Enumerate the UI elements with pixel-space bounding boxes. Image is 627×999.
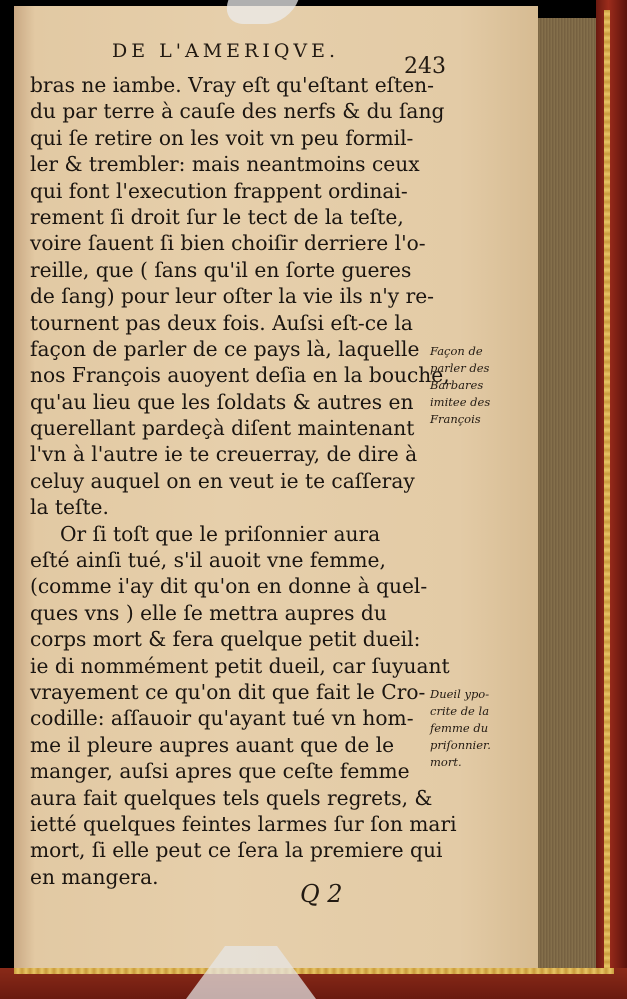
margin-note-line: parler des (430, 361, 490, 375)
book-cover-right (596, 0, 627, 999)
text-line: reille, que ( ſans qu'il en ſorte gueres (30, 257, 412, 282)
text-line: me il pleure aupres auant que de le (30, 732, 395, 757)
text-line: voire ſauent ſi bien choiſir derriere l'o- (30, 231, 426, 256)
text-line: tournent pas deux fois. Auſsi eſt-ce la (30, 310, 413, 335)
margin-note-line: mort. (430, 755, 462, 769)
text-line: ie di nommément petit dueil, car ſuyuant (30, 653, 450, 678)
text-line: corps mort & fera quelque petit dueil: (30, 627, 421, 652)
text-line: (comme i'ay dit qu'on en donne à quel- (30, 574, 428, 599)
text-line: ques vns ) elle ſe mettra aupres du (30, 600, 387, 625)
margin-note-line: femme du (430, 721, 489, 735)
text-line: ler & trembler: mais neantmoins ceux (30, 152, 420, 177)
text-line: rement ſi droit ſur le tect de la teſte, (30, 204, 404, 229)
text-line: façon de parler de ce pays là, laquelle (30, 336, 420, 361)
text-line: nos François auoyent deſia en la bouche, (30, 363, 450, 388)
text-line: manger, auſsi apres que ceſte femme (30, 759, 410, 784)
text-line: l'vn à l'autre ie te creuerray, de dire à (30, 442, 418, 467)
margin-note-line: Façon de (430, 344, 483, 358)
gilt-border-right (604, 10, 610, 970)
paragraph-start-line: Or ſi toſt que le priſonnier aura (60, 521, 381, 546)
margin-note-line: Dueil ypo- (430, 687, 490, 701)
margin-note-dueil-ypocrite (430, 686, 516, 771)
text-line: ietté quelques feintes larmes ſur ſon mari (30, 811, 457, 836)
signature-mark: Q 2 (300, 880, 343, 908)
text-line: aura fait quelques tels quels regrets, & (30, 785, 433, 810)
text-line: du par terre à cauſe des nerfs & du ſang (30, 99, 445, 124)
gilt-border-bottom (14, 968, 614, 974)
text-line: vrayement ce qu'on dit que fait le Cro- (30, 679, 426, 704)
margin-note-line: Barbares (430, 378, 484, 392)
text-line: en mangera. (30, 864, 159, 889)
margin-note-line: crite de la (430, 704, 490, 718)
page-number: 243 (404, 54, 446, 79)
text-line: qu'au lieu que les ſoldats & autres en (30, 389, 414, 414)
margin-note-line: François (430, 412, 481, 426)
text-line: qui font l'execution frappent ordinai- (30, 178, 408, 203)
margin-note-line: priſonnier. (430, 738, 491, 752)
text-line: querellant pardeçà diſent maintenant (30, 416, 415, 441)
text-line: eſté ainſi tué, s'il auoit vne femme, (30, 548, 386, 573)
text-line: bras ne iambe. Vray eſt qu'eſtant eſten- (30, 73, 434, 97)
margin-note-facon-de-parler (430, 343, 516, 428)
text-line: qui ſe retire on les voit vn peu formil- (30, 125, 414, 150)
running-head: DE L'AMERIQVE. (112, 40, 340, 62)
text-line: de ſang) pour leur oſter la vie ils n'y re- (30, 284, 434, 309)
text-line: celuy auquel on en veut ie te caſſeray (30, 468, 415, 493)
text-line: la teſte. (30, 495, 109, 520)
text-line: codille: aſſauoir qu'ayant tué vn hom- (30, 706, 414, 731)
page-edges (538, 18, 596, 968)
text-line: mort, ſi elle peut ce ſera la premiere qui (30, 838, 443, 863)
margin-note-line: imitee des (430, 395, 491, 409)
